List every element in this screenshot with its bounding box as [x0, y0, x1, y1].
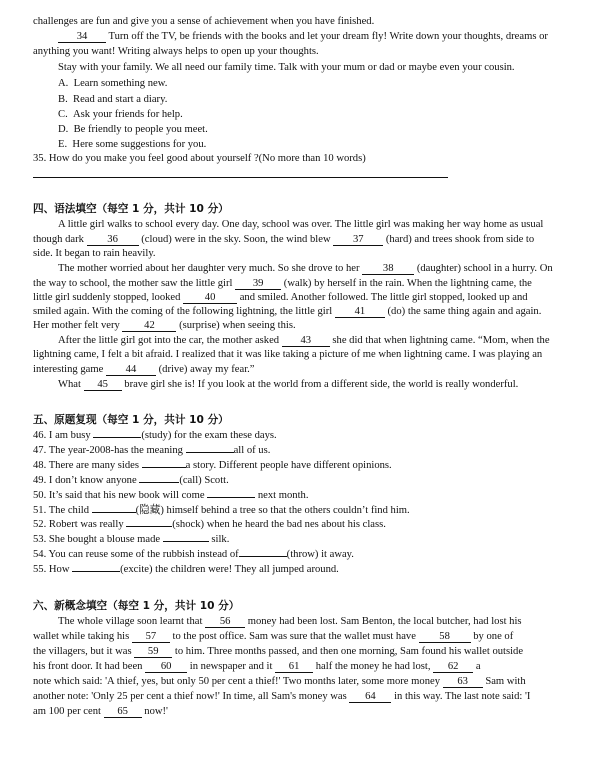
- question-52: 52. Robert was really (shock) when he heard the bad nes about his class.: [33, 519, 386, 530]
- question-35: 35. How do you make you feel good about yourself ?(No more than 10 words): [33, 153, 366, 164]
- text-line: A little girl walks to school every day. One day, school was over. The little girl was making her way home as usual: [58, 219, 544, 230]
- answer-blank-49[interactable]: [139, 482, 179, 483]
- answer-blank-59[interactable]: 59: [134, 646, 172, 658]
- answer-blank-36[interactable]: 36: [87, 234, 139, 246]
- text-line: the way to school, the mother saw the little girl 39 (walk) by herself in the rain. When the lightning came, the: [33, 278, 532, 289]
- answer-blank-60[interactable]: 60: [145, 661, 187, 673]
- text-line: note which said: 'A thief, yes, but only 50 per cent a thief!' Two months later, some more money 63 Sam with: [33, 676, 526, 687]
- answer-blank-45[interactable]: 45: [84, 379, 122, 391]
- answer-blank-38[interactable]: 38: [362, 263, 414, 275]
- text-line: challenges are fun and give you a sense of achievement when you have finished.: [33, 16, 375, 27]
- question-50: 50. It’s said that his new book will come next month.: [33, 490, 309, 501]
- text-line: his front door. It had been 60 in newspaper and it 61 half the money he had lost, 62 a: [33, 661, 481, 672]
- answer-blank-39[interactable]: 39: [235, 278, 281, 290]
- answer-blank-58[interactable]: 58: [419, 631, 471, 643]
- text-line: Stay with your family. We all need our family time. Talk with your mum or dad or maybe even your cousin.: [58, 62, 515, 73]
- answer-blank-56[interactable]: 56: [205, 616, 245, 628]
- answer-blank-40[interactable]: 40: [183, 292, 237, 304]
- answer-blank-65[interactable]: 65: [104, 706, 142, 718]
- question-49: 49. I don’t know anyone (call) Scott.: [33, 475, 229, 486]
- text-line: am 100 per cent 65 now!': [33, 706, 168, 717]
- text-line: wallet while taking his 57 to the post office. Sam was sure that the wallet must have 58 by one of: [33, 631, 514, 642]
- text-line: The whole village soon learnt that 56 money had been lost. Sam Benton, the local butcher, had lost his: [58, 616, 522, 627]
- answer-blank-61[interactable]: 61: [275, 661, 313, 673]
- answer-blank-37[interactable]: 37: [333, 234, 383, 246]
- text-line: interesting game 44 (drive) away my fear.”: [33, 364, 255, 375]
- answer-blank-63[interactable]: 63: [443, 676, 483, 688]
- question-51: 51. The child (隐藏) himself behind a tree so that the others couldn’t find him.: [33, 505, 410, 516]
- text-line: After the little girl got into the car, the mother asked 43 she did that when lightning came. “Mom, when the: [58, 335, 550, 346]
- section-4-heading: 四、语法填空（每空 1 分，共计 10 分）: [33, 203, 229, 215]
- option-e: E. Here some suggestions for you.: [58, 139, 207, 150]
- question-55: 55. How (excite) the children were! They all jumped around.: [33, 564, 339, 575]
- answer-blank-44[interactable]: 44: [106, 364, 156, 376]
- question-48: 48. There are many sides a story. Different people have different opinions.: [33, 460, 392, 471]
- section-5-heading: 五、原题复现（每空 1 分，共计 10 分）: [33, 414, 229, 426]
- text-line: What 45 brave girl she is! If you look at the world from a different side, the world is really wonderful.: [58, 379, 519, 390]
- text-line: Her mother felt very 42 (surprise) when seeing this.: [33, 320, 296, 331]
- text-line: lightning came, I felt a bit afraid. I realized that it was like taking a picture of me when lightning came. I was playing an: [33, 349, 543, 360]
- text-line: 34 Turn off the TV, be friends with the books and let your dream fly! Write down your thoughts, dreams or: [58, 31, 548, 43]
- text-line: smiled again. With the coming of the following lightning, the little girl 41 (do) the same thing again and again.: [33, 306, 542, 317]
- question-54: 54. You can reuse some of the rubbish instead of (throw) it away.: [33, 549, 354, 560]
- question-46: 46. I am busy (study) for the exam these days.: [33, 430, 277, 441]
- option-b: B. Read and start a diary.: [58, 94, 168, 105]
- answer-blank-34[interactable]: 34: [58, 31, 106, 43]
- question-47: 47. The year-2008-has the meaning all of us.: [33, 445, 271, 456]
- answer-blank-62[interactable]: 62: [433, 661, 473, 673]
- text-line: the villagers, but it was 59 to him. Three months passed, and then one morning, Sam found his wallet outside: [33, 646, 524, 657]
- answer-blank-57[interactable]: 57: [132, 631, 170, 643]
- text-line: The mother worried about her daughter very much. So she drove to her 38 (daughter) school in a hurry. On: [58, 263, 553, 274]
- answer-blank-52[interactable]: [126, 526, 172, 527]
- text-line: another note: 'Only 25 per cent a thief now!' In time, all Sam's money was 64 in this way. The last note said: 'I: [33, 691, 531, 702]
- text-line: side. It began to rain heavily.: [33, 248, 156, 259]
- answer-blank-51[interactable]: [92, 512, 136, 513]
- text-line: little girl suddenly stopped, looked 40 and smiled. Another followed. The little girl stopped, looked up and: [33, 292, 528, 303]
- text-line: though dark 36 (cloud) were in the sky. Soon, the wind blew 37 (hard) and trees shook from side to: [33, 234, 535, 245]
- question-53: 53. She bought a blouse made silk.: [33, 534, 230, 545]
- answer-blank-43[interactable]: 43: [282, 335, 330, 347]
- answer-blank-53[interactable]: [163, 541, 209, 542]
- answer-blank-47[interactable]: [186, 452, 234, 453]
- section-6-heading: 六、新概念填空（每空 1 分，共计 10 分）: [33, 600, 240, 612]
- answer-line-35[interactable]: [33, 177, 448, 178]
- option-d: D. Be friendly to people you meet.: [58, 124, 208, 135]
- answer-blank-50[interactable]: [207, 497, 255, 498]
- answer-blank-55[interactable]: [72, 571, 120, 572]
- answer-blank-64[interactable]: 64: [349, 691, 391, 703]
- text-line: anything you want! Writing always helps to open up your thoughts.: [33, 46, 319, 57]
- option-a: A. Learn something new.: [58, 78, 168, 89]
- answer-blank-46[interactable]: [93, 437, 141, 438]
- answer-blank-48[interactable]: [142, 467, 186, 468]
- option-c: C. Ask your friends for help.: [58, 109, 183, 120]
- answer-blank-42[interactable]: 42: [122, 320, 176, 332]
- answer-blank-54[interactable]: [239, 556, 287, 557]
- answer-blank-41[interactable]: 41: [335, 306, 385, 318]
